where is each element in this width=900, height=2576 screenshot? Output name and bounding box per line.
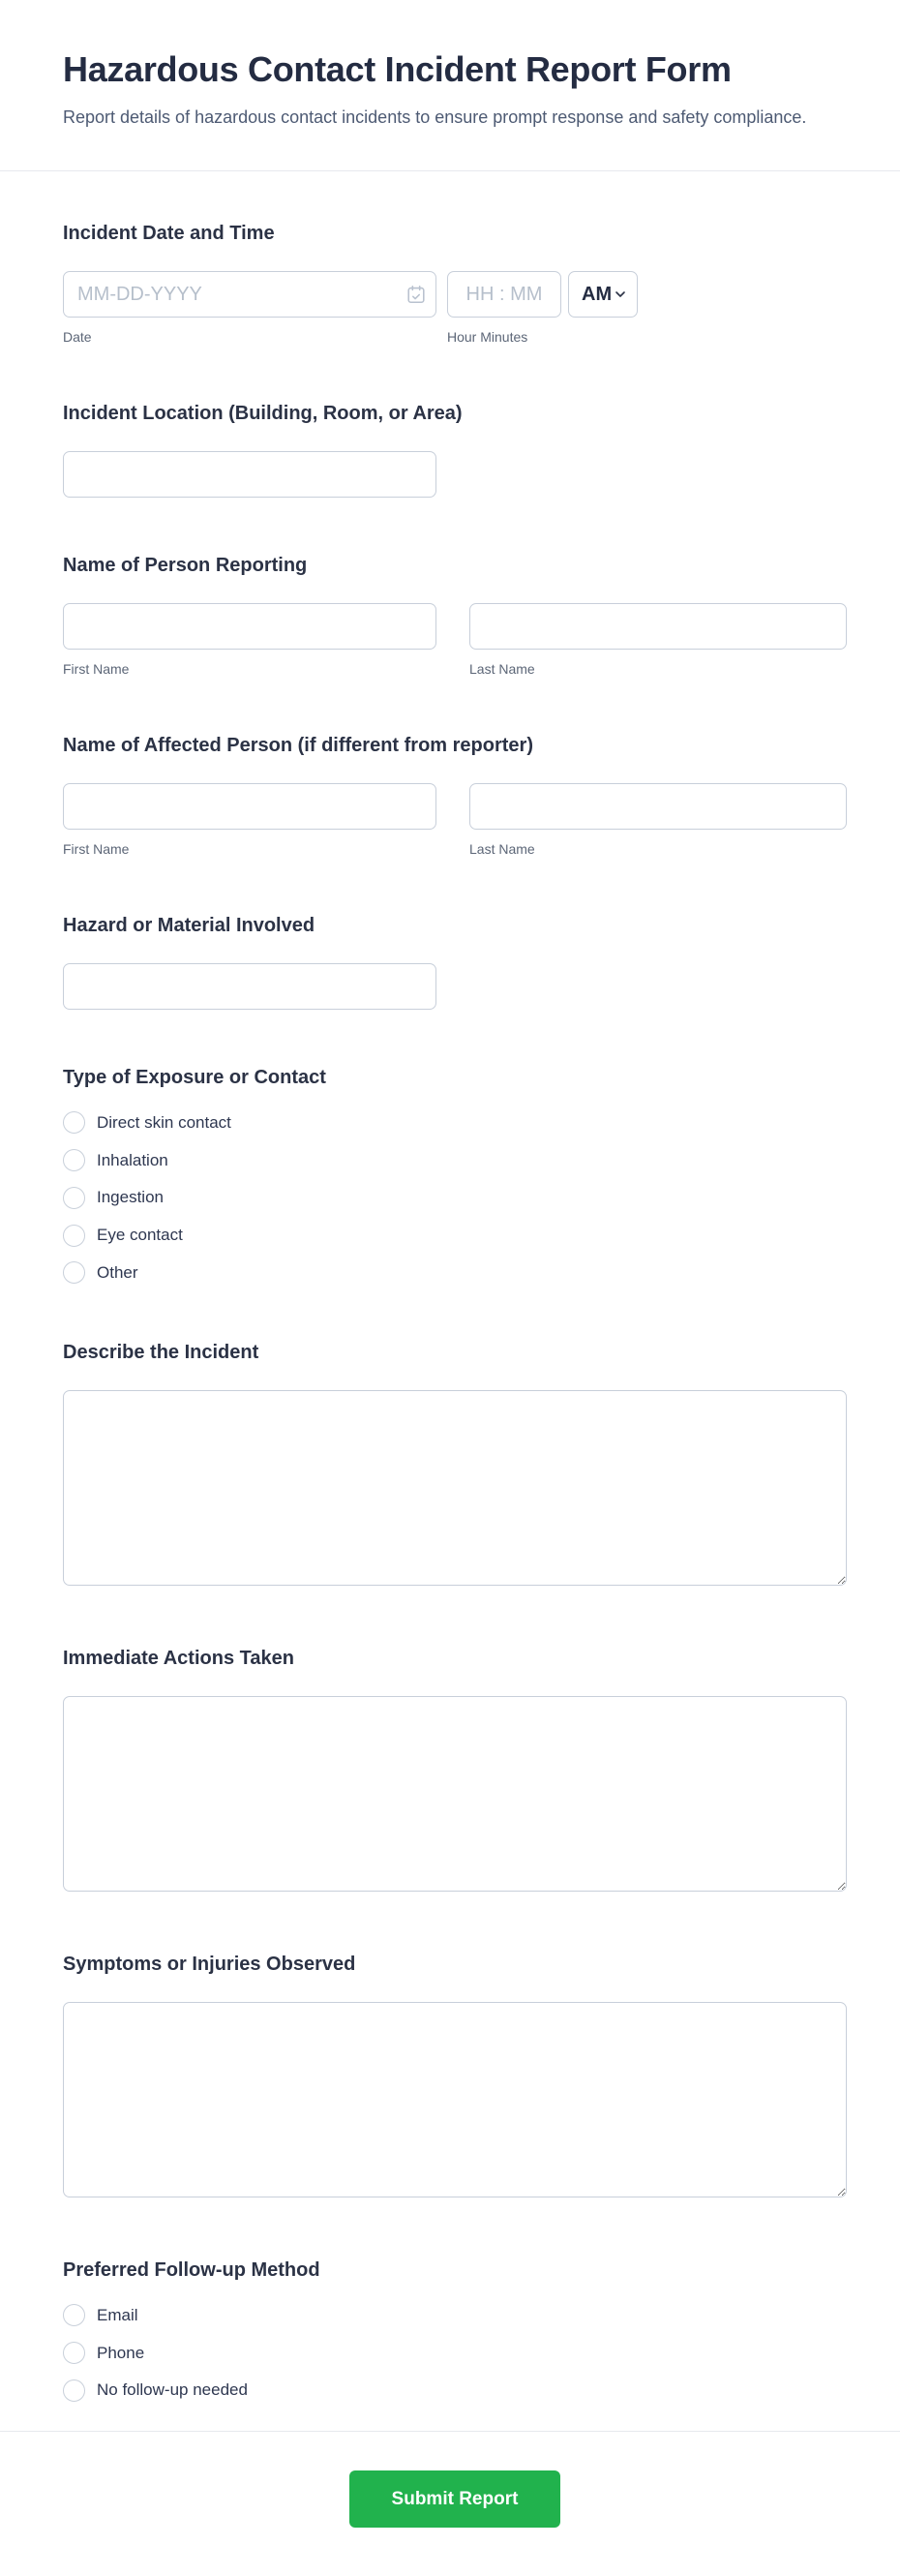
radio-option-phone[interactable] <box>63 2342 144 2365</box>
radio-label: Eye contact <box>97 1226 183 1245</box>
radio-icon <box>63 1261 85 1284</box>
time-sublabel: Hour Minutes <box>447 329 528 346</box>
radio-label: Direct skin contact <box>97 1112 231 1132</box>
date-sublabel: Date <box>63 329 92 346</box>
radio-label: Inhalation <box>97 1150 168 1169</box>
field-label-followup: Preferred Follow-up Method <box>63 2258 320 2281</box>
form-header <box>0 0 900 170</box>
hazard-input[interactable] <box>63 963 436 1010</box>
chevron-down-icon <box>613 287 628 302</box>
radio-icon <box>63 2342 85 2364</box>
radio-label: No follow-up needed <box>97 2380 248 2400</box>
radio-icon <box>63 1111 85 1134</box>
field-label-actions: Immediate Actions Taken <box>63 1647 294 1669</box>
symptoms-observed-textarea[interactable] <box>63 2002 847 2197</box>
calendar-check-icon <box>405 284 427 305</box>
field-reporter-name <box>63 554 847 678</box>
field-incident-location <box>63 402 847 498</box>
followup-radio-group <box>63 2304 847 2402</box>
reporter-last-name-sublabel: Last Name <box>469 661 535 678</box>
location-input[interactable] <box>63 451 436 498</box>
field-incident-datetime <box>63 222 847 346</box>
field-followup-method <box>63 2258 847 2402</box>
form-body <box>0 171 900 2402</box>
describe-incident-textarea[interactable] <box>63 1390 847 1586</box>
affected-first-name-input[interactable] <box>63 783 436 830</box>
radio-option-no-followup[interactable] <box>63 2379 248 2402</box>
affected-last-name-input[interactable] <box>469 783 847 830</box>
date-input[interactable] <box>63 271 436 318</box>
field-label-exposure: Type of Exposure or Contact <box>63 1066 326 1088</box>
reporter-first-name-input[interactable] <box>63 603 436 650</box>
radio-label: Other <box>97 1262 138 1282</box>
field-immediate-actions <box>63 1647 847 1896</box>
radio-option-email[interactable] <box>63 2304 138 2327</box>
time-input[interactable] <box>447 271 561 318</box>
field-exposure-type <box>63 1066 847 1285</box>
field-hazard-material <box>63 914 847 1010</box>
radio-option-eye-contact[interactable] <box>63 1224 183 1247</box>
page-subtitle: Report details of hazardous contact incidents to ensure prompt response and safety compliance. <box>63 107 807 128</box>
radio-option-direct-skin-contact[interactable] <box>63 1111 231 1135</box>
radio-icon <box>63 2379 85 2402</box>
field-label-hazard: Hazard or Material Involved <box>63 914 315 936</box>
reporter-first-name-sublabel: First Name <box>63 661 130 678</box>
page-title: Hazardous Contact Incident Report Form <box>63 49 732 89</box>
radio-icon <box>63 1225 85 1247</box>
radio-icon <box>63 1149 85 1171</box>
affected-last-name-sublabel: Last Name <box>469 840 535 857</box>
radio-option-ingestion[interactable] <box>63 1186 164 1209</box>
radio-option-other[interactable] <box>63 1261 138 1285</box>
field-affected-name <box>63 734 847 858</box>
field-describe-incident <box>63 1341 847 1591</box>
field-label-describe: Describe the Incident <box>63 1341 259 1363</box>
field-label-location: Incident Location (Building, Room, or Area) <box>63 403 463 425</box>
radio-option-inhalation[interactable] <box>63 1149 168 1172</box>
radio-icon <box>63 2304 85 2326</box>
reporter-last-name-input[interactable] <box>469 603 847 650</box>
ampm-select[interactable] <box>568 271 638 318</box>
field-label-affected: Name of Affected Person (if different from reporter) <box>63 734 533 756</box>
immediate-actions-textarea[interactable] <box>63 1696 847 1892</box>
radio-label: Email <box>97 2305 138 2324</box>
field-label-reporter: Name of Person Reporting <box>63 555 308 577</box>
affected-first-name-sublabel: First Name <box>63 840 130 857</box>
field-symptoms-observed <box>63 1953 847 2202</box>
ampm-value: AM <box>582 283 613 305</box>
exposure-radio-group <box>63 1111 847 1285</box>
radio-icon <box>63 1187 85 1209</box>
field-label-symptoms: Symptoms or Injuries Observed <box>63 1953 356 1975</box>
radio-label: Phone <box>97 2343 145 2362</box>
radio-label: Ingestion <box>97 1188 164 1207</box>
submit-report-button[interactable]: Submit Report <box>349 2470 560 2528</box>
submit-area <box>0 2432 900 2576</box>
field-label-datetime: Incident Date and Time <box>63 223 275 245</box>
